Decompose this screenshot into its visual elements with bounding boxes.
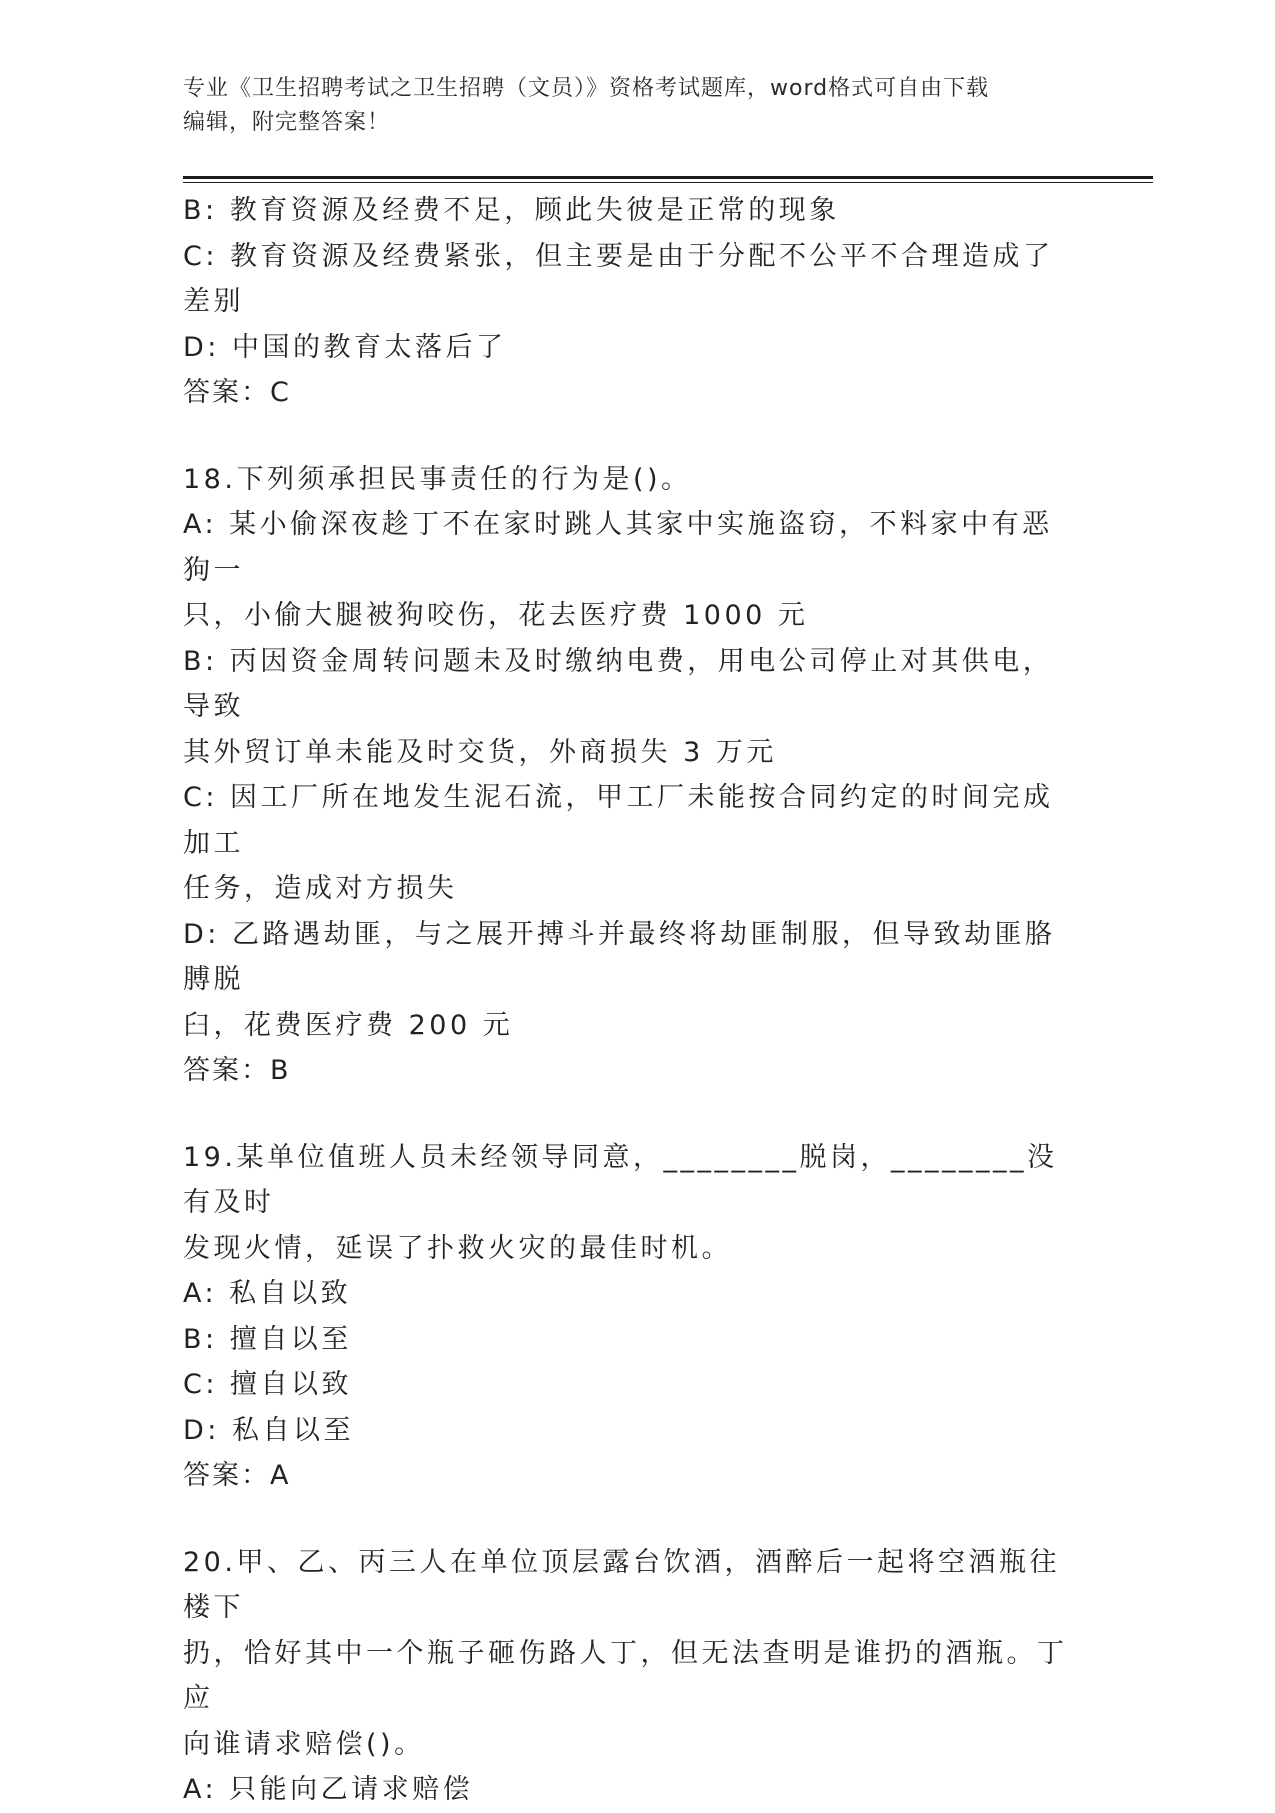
option-b-cont: 其外贸订单未能及时交货，外商损失 3 万元 <box>183 736 777 768</box>
answer: 答案：A <box>183 1460 291 1491</box>
question-18 <box>183 457 1083 1094</box>
option-d: D: 中国的教育太落后了 <box>183 331 507 363</box>
question-stem: 18.下列须承担民事责任的行为是()。 <box>183 463 692 495</box>
question-17-tail <box>183 188 1083 416</box>
spacer <box>183 416 1083 457</box>
option-c: C: 教育资源及经费紧张，但主要是由于分配不公平不合理造成了差别 <box>183 240 1054 317</box>
question-stem-cont: 扔，恰好其中一个瓶子砸伤路人丁，但无法查明是谁扔的酒瓶。丁应 <box>183 1637 1068 1714</box>
option-b: B: 教育资源及经费不足，顾此失彼是正常的现象 <box>183 195 840 226</box>
header-line-1: 专业《卫生招聘考试之卫生招聘（文员）》资格考试题库，word格式可自由下载 <box>183 76 990 101</box>
header-divider-thick <box>183 176 1153 179</box>
spacer <box>183 1094 1083 1135</box>
document-header <box>183 72 1063 140</box>
question-stem: 19.某单位值班人员未经领导同意，________脱岗，________没有及时 <box>183 1141 1058 1218</box>
spacer <box>183 1499 1083 1540</box>
option-b: B: 擅自以至 <box>183 1323 352 1355</box>
option-b: B: 丙因资金周转问题未及时缴纳电费，用电公司停止对其供电，导致 <box>183 645 1054 722</box>
option-c: C: 擅自以致 <box>183 1369 353 1400</box>
option-d-cont: 臼，花费医疗费 200 元 <box>183 1009 514 1041</box>
question-19 <box>183 1135 1083 1499</box>
question-stem-cont: 向谁请求赔偿()。 <box>183 1728 425 1760</box>
option-a: A: 私自以致 <box>183 1278 352 1309</box>
option-c: C: 因工厂所在地发生泥石流，甲工厂未能按合同约定的时间完成加工 <box>183 782 1054 859</box>
option-a: A: 只能向乙请求赔偿 <box>183 1774 474 1805</box>
question-content <box>183 188 1083 1813</box>
header-line-2: 编辑，附完整答案！ <box>183 110 391 135</box>
question-stem: 20.甲、乙、丙三人在单位顶层露台饮酒，酒醉后一起将空酒瓶往楼下 <box>183 1546 1060 1623</box>
header-divider-thin <box>183 182 1153 183</box>
question-stem-cont: 发现火情，延误了扑救火灾的最佳时机。 <box>183 1232 732 1264</box>
option-d: D: 乙路遇劫匪，与之展开搏斗并最终将劫匪制服，但导致劫匪胳膊脱 <box>183 918 1056 995</box>
option-a: A: 某小偷深夜趁丁不在家时跳人其家中实施盗窃，不料家中有恶狗一 <box>183 509 1053 586</box>
answer: 答案：B <box>183 1055 291 1086</box>
answer: 答案：C <box>183 377 291 408</box>
option-d: D: 私自以至 <box>183 1414 354 1446</box>
option-a-cont: 只，小偷大腿被狗咬伤，花去医疗费 1000 元 <box>183 600 809 631</box>
question-20 <box>183 1540 1083 1813</box>
option-c-cont: 任务，造成对方损失 <box>183 873 458 904</box>
